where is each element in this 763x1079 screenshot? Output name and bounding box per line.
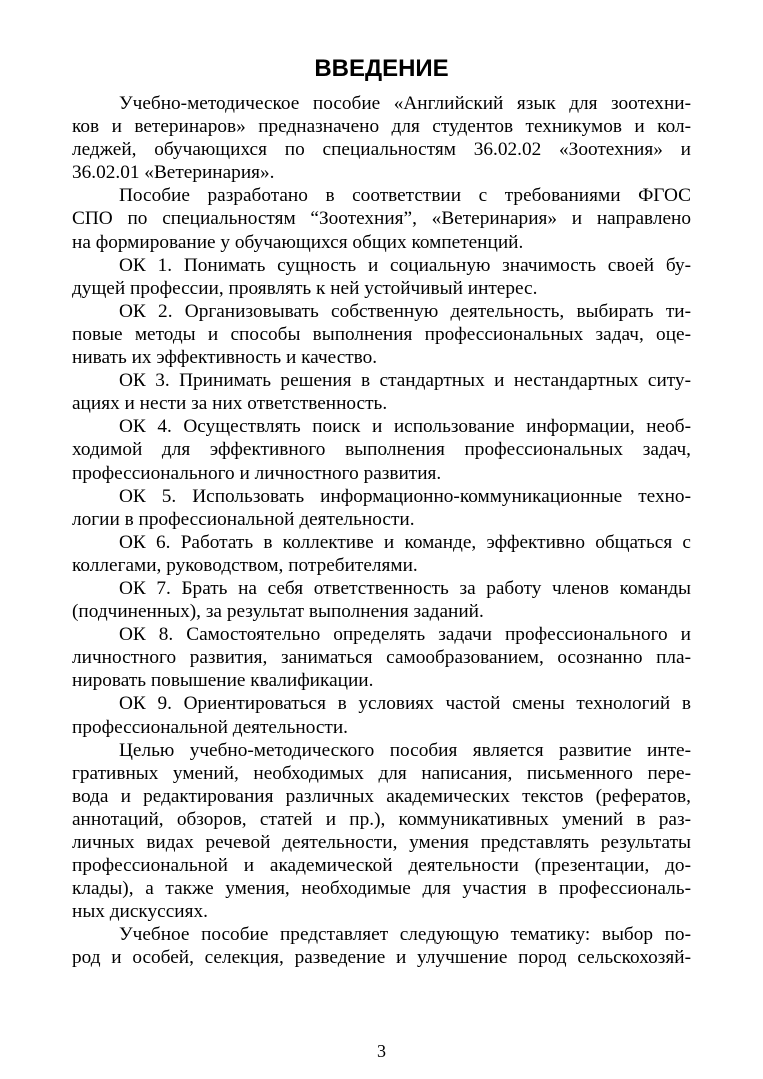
text-line: леджей, обучающихся по специальностям 36.02.02 «Зоотехния» и <box>72 139 691 161</box>
text-line: ходимой для эффективного выполнения профессиональных задач, <box>72 439 691 461</box>
text-line: ОК 3. Принимать решения в стандартных и нестандартных ситу- <box>119 370 691 392</box>
text-line: логии в профессиональной деятельности. <box>72 508 415 530</box>
text-line: дущей профессии, проявлять к ней устойчивый интерес. <box>72 277 538 299</box>
text-line: СПО по специальностям “Зоотехния”, «Ветеринария» и направлено <box>72 208 691 230</box>
text-line: вода и редактирования различных академических текстов (рефератов, <box>72 785 691 807</box>
text-line: клады), а также умения, необходимые для участия в профессиональ- <box>72 878 691 900</box>
text-line: аннотаций, обзоров, статей и пр.), коммуникативных умений в раз- <box>72 808 691 830</box>
text-line: Учебно-методическое пособие «Английский язык для зоотехни- <box>119 93 691 114</box>
text-line: ОК 4. Осуществлять поиск и использование информации, необ- <box>119 416 691 438</box>
text-line: повые методы и способы выполнения профессиональных задач, оце- <box>72 323 691 345</box>
text-line: (подчиненных), за результат выполнения заданий. <box>72 601 484 623</box>
text-line: ных дискуссиях. <box>72 901 208 923</box>
text-line: нировать повышение квалификации. <box>72 670 374 692</box>
text-line: профессиональной деятельности. <box>72 716 348 738</box>
page-number: 3 <box>377 1041 386 1061</box>
text-line: род и особей, селекция, разведение и улучшение пород сельскохозяй- <box>72 947 691 969</box>
text-line: Учебное пособие представляет следующую тематику: выбор по- <box>119 924 691 946</box>
text-line: нивать их эффективность и качество. <box>72 347 378 369</box>
text-line: 36.02.01 «Ветеринария». <box>72 162 275 184</box>
text-line: Целью учебно-методического пособия является развитие инте- <box>119 739 691 761</box>
text-line: личных видах речевой деятельности, умения представлять результаты <box>72 832 691 853</box>
text-line: ОК 2. Организовывать собственную деятельность, выбирать ти- <box>119 300 691 322</box>
text-line: ОК 8. Самостоятельно определять задачи профессионального и <box>119 624 691 646</box>
page-title: ВВЕДЕНИЕ <box>314 55 449 82</box>
body-text <box>72 92 691 970</box>
text-line: Пособие разработано в соответствии с требованиями ФГОС <box>119 185 691 207</box>
text-line: на формирование у обучающихся общих компетенций. <box>72 231 524 253</box>
text-line: ациях и нести за них ответственность. <box>72 393 388 415</box>
text-line: ков и ветеринаров» предназначено для студентов техникумов и кол- <box>72 116 691 138</box>
text-line: гративных умений, необходимых для написания, письменного пере- <box>72 762 691 784</box>
text-line: коллегами, руководством, потребителями. <box>72 554 418 576</box>
text-line: ОК 6. Работать в коллективе и команде, эффективно общаться с <box>119 531 691 553</box>
text-line: ОК 1. Понимать сущность и социальную значимость своей бу- <box>119 254 691 276</box>
text-line: ОК 5. Использовать информационно-коммуникационные техно- <box>119 485 691 507</box>
text-line: ОК 9. Ориентироваться в условиях частой смены технологий в <box>119 693 691 715</box>
text-line: ОК 7. Брать на себя ответственность за работу членов команды <box>119 577 691 599</box>
text-line: личностного развития, заниматься самообразованием, осознанно пла- <box>72 647 691 669</box>
text-line: профессионального и личностного развития. <box>72 462 442 484</box>
text-line: профессиональной и академической деятельности (презентации, до- <box>72 855 691 877</box>
